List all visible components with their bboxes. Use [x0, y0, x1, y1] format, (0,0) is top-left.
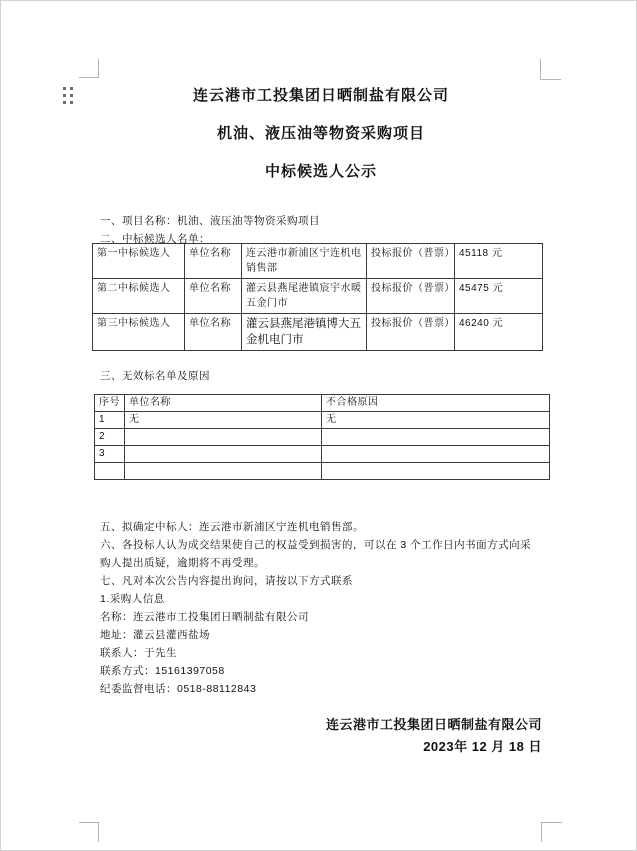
signature-company: 连云港市工投集团日晒制盐有限公司: [325, 717, 542, 732]
table-row: [95, 412, 550, 429]
section-objection-notice: 六、各投标人认为成交结果使自己的权益受到损害的，可以在 3 个工作日内书面方式向采购人提出质疑，逾期将不再受理。: [100, 539, 532, 569]
price-value: 45118 元: [455, 244, 543, 279]
section-project-name: 一、项目名称：机油、液压油等物资采购项目: [100, 215, 320, 227]
crop-mark-top-left: [79, 59, 99, 78]
unit-label: 单位名称: [185, 314, 242, 351]
reason-cell: 无: [322, 412, 550, 429]
document-title-project: 机油、液压油等物资采购项目: [216, 125, 425, 142]
unit-name: 灌云县燕尾港镇宸宇水暖五金门市: [242, 279, 367, 314]
document-title-announcement: 中标候选人公示: [264, 163, 377, 180]
table-row: [93, 279, 543, 314]
crop-mark-top-right: [540, 59, 561, 80]
section-candidates-heading: 二、中标候选人名单：: [100, 233, 210, 245]
unit-label: 单位名称: [185, 244, 242, 279]
col-header-unit: 单位名称: [125, 395, 322, 412]
price-label: 投标报价（普票）: [367, 314, 455, 351]
six-dot-drag-handle-icon[interactable]: [63, 87, 73, 104]
seq-cell: 3: [95, 446, 125, 463]
buyer-info-heading: 1.采购人信息: [100, 593, 165, 605]
section-proposed-winner: 五、拟确定中标人：连云港市新浦区宁连机电销售部。: [100, 521, 364, 533]
signature-block: [100, 714, 542, 758]
contact-name: 名称：连云港市工投集团日晒制盐有限公司: [100, 611, 309, 623]
document-title-company: 连云港市工投集团日晒制盐有限公司: [192, 87, 449, 104]
table-row: [93, 244, 543, 279]
col-header-reason: 不合格原因: [322, 395, 550, 412]
candidate-rank: 第一中标候选人: [93, 244, 185, 279]
candidate-rank: 第三中标候选人: [93, 314, 185, 351]
candidate-rank: 第二中标候选人: [93, 279, 185, 314]
crop-mark-bottom-left: [79, 822, 99, 842]
reason-cell: [322, 429, 550, 446]
price-label: 投标报价（普票）: [367, 244, 455, 279]
unit-name: 连云港市新浦区宁连机电销售部: [242, 244, 367, 279]
unit-cell: 无: [125, 412, 322, 429]
section-invalid-bids-heading: 三、无效标名单及原因: [100, 370, 210, 382]
document-content: [97, 87, 542, 758]
contact-person: 联系人：于先生: [100, 647, 177, 659]
contact-supervision-phone: 纪委监督电话：0518-88112843: [100, 683, 257, 695]
seq-cell: 2: [95, 429, 125, 446]
contact-phone: 联系方式：15161397058: [100, 665, 225, 677]
price-value: 45475 元: [455, 279, 543, 314]
unit-cell: [125, 446, 322, 463]
unit-label: 单位名称: [185, 279, 242, 314]
seq-cell: [95, 463, 125, 480]
table-header-row: [95, 395, 550, 412]
candidates-table: [92, 243, 543, 351]
price-value: 46240 元: [455, 314, 543, 351]
reason-cell: [322, 446, 550, 463]
table-row: [95, 446, 550, 463]
invalid-bids-table: [94, 394, 550, 480]
table-row: [95, 463, 550, 480]
unit-cell: [125, 429, 322, 446]
price-label: 投标报价（普票）: [367, 279, 455, 314]
signature-date: 2023年 12 月 18 日: [423, 739, 542, 754]
unit-cell: [125, 463, 322, 480]
reason-cell: [322, 463, 550, 480]
table-row: [93, 314, 543, 351]
section-inquiry-notice: 七、凡对本次公告内容提出询问，请按以下方式联系: [100, 575, 353, 587]
unit-name: 灌云县燕尾港镇博大五金机电门市: [242, 314, 367, 351]
contact-address: 地址：灌云县灌西盐场: [100, 629, 210, 641]
seq-cell: 1: [95, 412, 125, 429]
crop-mark-bottom-right: [541, 822, 562, 842]
table-row: [95, 429, 550, 446]
col-header-seq: 序号: [95, 395, 125, 412]
